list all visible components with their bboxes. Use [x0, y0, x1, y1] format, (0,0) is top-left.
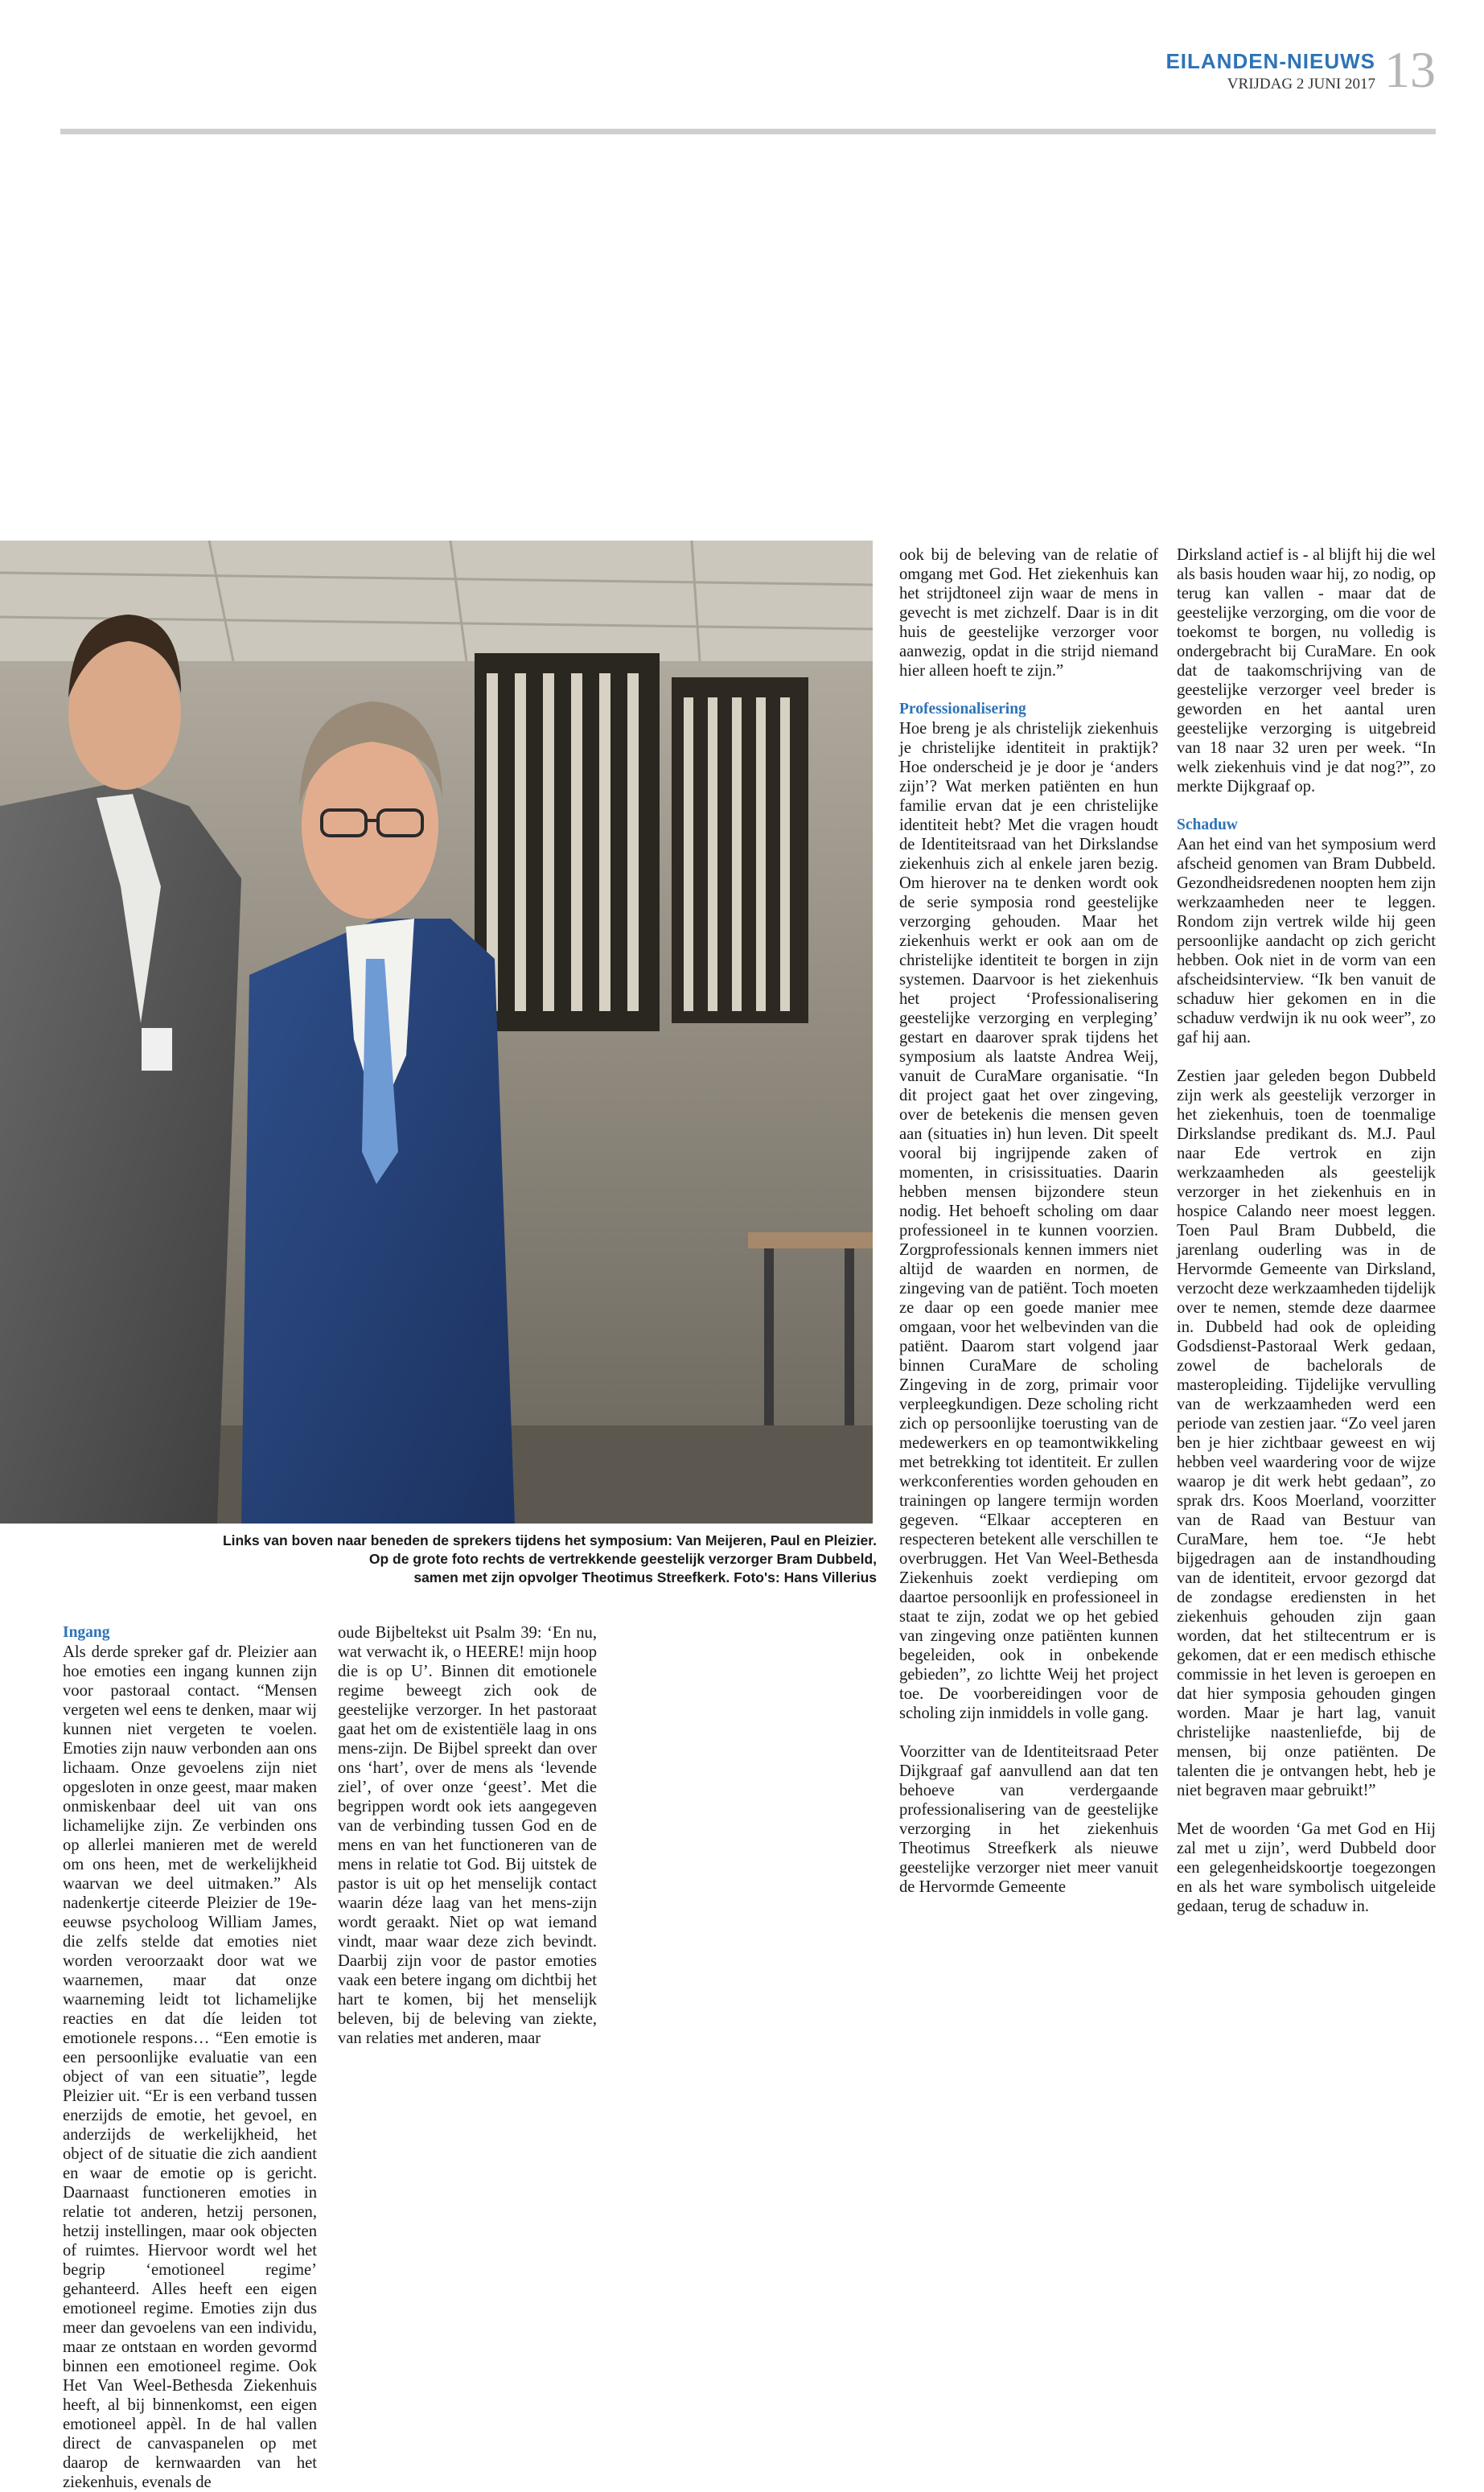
section-heading-schaduw: Schaduw: [1177, 816, 1238, 833]
article-photo: [0, 541, 873, 1524]
article-paragraph: Voorzitter van de Identiteitsraad Peter Dijkgraaf gaf aanvullend aan dat ten behoeve van verdergaande professionalisering van de geestelijke verzorging in het ziekenhuis Theotimus Streefkerk als nieuwe geestelijke verzorger niet meer vanuit de Hervormde Gemeente: [899, 1743, 1158, 1896]
article-column-3: [899, 545, 1158, 1897]
caption-line: Links van boven naar beneden de sprekers tijdens het symposium: Van Meijeren, Paul en Pleizier.: [222, 1532, 877, 1548]
masthead: [1165, 50, 1375, 93]
newspaper-name: EILANDEN-NIEUWS: [1165, 49, 1375, 73]
page-number: 13: [1384, 41, 1436, 98]
article-paragraph: Hoe breng je als christelijk ziekenhuis je christelijke identiteit in praktijk? Hoe onderscheid je je door je ‘anders zijn’? Wat merken patiënten en hun familie ervan dat je een christelijke identiteit hebt? Met die vragen houdt de Identiteitsraad van het Dirkslandse ziekenhuis zich al enkele jaren bezig. Om hierover na te denken wordt ook de serie symposia rond geestelijke verzorging gehouden. Maar het ziekenhuis werkt er ook aan om de christelijke identiteit te borgen in zijn systemen. Daarvoor is het ziekenhuis het project ‘Professionalisering geestelijke verzorging en verpleging’ gestart en daarover sprak tijdens het symposium als laatste Andrea Weij, vanuit de CuraMare organisatie. “In dit project gaat het over zingeving, over de betekenis die mensen geven aan (situaties in) hun leven. Dit speelt vooral bij ingrijpende zaken of momenten, in crisissituaties. Daarin hebben mensen bijzondere steun nodig. Het behoeft scholing om daar professioneel in te kunnen voorzien. Zorgprofessionals kennen immers niet altijd de waarden en normen, de zingeving van de patiënt. Toch moeten ze daar op een goede manier mee omgaan, voor het welbevinden van die patiënt. Daarom start volgend jaar binnen CuraMare de scholing Zingeving in de zorg, primair voor verpleegkundigen. Deze scholing richt zich op persoonlijke toerusting van de medewerkers en op teamontwikkeling met betrekking tot identiteit. Er zullen werkconferenties worden gehouden en trainingen op langere termijn worden gegeven. “Elkaar accepteren en respecteren betekent alle verschillen te overbruggen. Het Van Weel-Bethesda Ziekenhuis zoekt verdieping om daartoe persoonlijk en professioneel in staat te zijn, zodat we op het gebied van zingeving onze patiënten kunnen begeleiden, ook in onbekende gebieden”, zo lichtte Weij het project toe. De voorbereidingen voor de scholing zijn inmiddels in volle gang.: [899, 720, 1158, 1722]
article-column-2: [338, 1623, 597, 2048]
article-paragraph: Aan het eind van het symposium werd afscheid genomen van Bram Dubbeld. Gezondheidsredenen noopten hem zijn werkzaamheden neer te leggen. Rondom zijn vertrek wilde hij geen persoonlijke aandacht op zich gericht hebben. Ook niet in de vorm van een afscheidsinterview. “Ik ben vanuit de schaduw hier gekomen en in die schaduw verdwijn ik nu ook weer”, zo gaf hij aan.: [1177, 836, 1436, 1047]
article-paragraph: ook bij de beleving van de relatie of omgang met God. Het ziekenhuis kan het strijdtoneel zijn waar de mens in gevecht is met zichzelf. Daar is in dit huis de geestelijke verzorger voor aanwezig, opdat in die strijd niemand hier alleen hoeft te zijn.”: [899, 546, 1158, 680]
header-rule: [60, 129, 1436, 134]
caption-line: samen met zijn opvolger Theotimus Streefkerk. Foto's: Hans Villerius: [413, 1569, 877, 1585]
article-column-4: [1177, 545, 1436, 1916]
article-paragraph: Dirksland actief is - al blijft hij die wel als basis houden waar hij, zo nodig, op terug kan vallen - maar dat de geestelijke verzorging, om die voor de toekomst te borgen, nu volledig is ondergebracht bij CuraMare. En ook dat de taakomschrijving van de geestelijke verzorger veel breder is geworden en het aantal uren geestelijke verzorging is uitgebreid van 18 naar 32 uren per week. “In welk ziekenhuis vind je dat nog?”, zo merkte Dijkgraaf op.: [1177, 546, 1436, 796]
issue-date: VRIJDAG 2 JUNI 2017: [1227, 76, 1375, 93]
article-paragraph: Zestien jaar geleden begon Dubbeld zijn werk als geestelijk verzorger in het ziekenhuis, toen de toenmalige Dirkslandse predikant ds. M.J. Paul naar Ede vertrok en zijn werkzaamheden als geestelijk verzorger in het ziekenhuis en in hospice Calando neer moest leggen. Toen Paul Bram Dubbeld, die jarenlang ouderling was in de Hervormde Gemeente van Dirksland, verzocht deze werkzaamheden tijdelijk over te nemen, stemde deze daarmee in. Dubbeld had ook de opleiding Godsdienst-Pastoraal Werk gedaan, zowel de bachelorals de masteropleiding. Tijdelijke vervulling van de werkzaamheden werd een periode van zestien jaar. “Zo veel jaren ben je hier zichtbaar geweest en wij hebben veel waardering voor de wijze waarop je dit werk hebt gedaan”, zo sprak drs. Koos Moerland, voorzitter van de Raad van Bestuur van CuraMare, hem toe. “Je hebt bijgedragen aan de instandhouding van de identiteit, ervoor gezorgd dat de zondagse erediensten in het ziekenhuis gehouden zijn gaan worden, dat het stiltecentrum er is gekomen, dat er een medisch ethische commissie in het leven is geroepen en dat hier symposia gehouden gingen worden. Maar je hart lag, vanuit christelijke naastenliefde, bij de mensen, bij onze patiënten. De talenten die je ontvangen hebt, heb je niet begraven maar gebruikt!”: [1177, 1067, 1436, 1799]
caption-line: Op de grote foto rechts de vertrekkende geestelijk verzorger Bram Dubbeld,: [368, 1551, 877, 1567]
section-heading-professionalisering: Professionalisering: [899, 701, 1026, 718]
article-paragraph: Als derde spreker gaf dr. Pleizier aan hoe emoties een ingang kunnen zijn voor pastoraal contact. “Mensen vergeten wel eens te denken, maar wij kunnen niet vergeten te voelen. Emoties zijn nauw verbonden aan ons lichaam. Onze gevoelens zijn niet opgesloten in onze geest, maar maken onmiskenbaar deel uit van ons lichamelijke zijn. Ze verbinden ons op allerlei manieren met de wereld om ons heen, met de werkelijkheid waarvan we deel uitmaken.” Als nadenkertje citeerde Pleizier de 19e-eeuwse psycholoog William James, die zelfs stelde dat emoties niet worden veroorzaakt door wat we waarnemen, maar dat onze waarneming leidt tot lichamelijke reacties en dat díe leiden tot emotionele respons… “Een emotie is een persoonlijke evaluatie van een object of van een situatie”, legde Pleizier uit. “Er is een verband tussen enerzijds de emotie, het gevoel, en anderzijds de werkelijkheid, het object of de situatie die zich aandient en waar de emotie op is gericht. Daarnaast functioneren emoties in relatie tot anderen, hetzij personen, hetzij instellingen, maar ook objecten of ruimtes. Hiervoor wordt wel het begrip ‘emotioneel regime’ gehanteerd. Alles heeft een eigen emotioneel regime. Emoties zijn dus meer dan gevoelens van een individu, maar ze ontstaan en worden gevormd binnen een emotioneel regime. Ook Het Van Weel-Bethesda Ziekenhuis heeft, al bij binnenkomst, een eigen emotioneel appèl. In de hal vallen direct de canvaspanelen op met daarop de kernwaarden van het ziekenhuis, evenals de: [63, 1643, 317, 2491]
section-heading-ingang: Ingang: [63, 1624, 110, 1641]
article-column-1: [63, 1623, 317, 2492]
article-paragraph: oude Bijbeltekst uit Psalm 39: ‘En nu, wat verwacht ik, o HEERE! mijn hoop die is op U’. Binnen dit emotionele regime beweegt zich ook de geestelijke verzorger. In het pastoraat gaat het om de existentiële laag in ons mens-zijn. De Bijbel spreekt dan over ons ‘hart’, over de mens als ‘levende ziel’, of over onze ‘geest’. Met die begrippen wordt ook iets aangegeven van de verbinding tussen God en de mens en van het functioneren van de mens in relatie tot God. Bij uitstek de pastor is uit op het menselijk contact waarin déze laag van het mens-zijn wordt geraakt. Niet op wat iemand vindt, maar waar deze zich bevindt. Daarbij zijn voor de pastor emoties vaak een betere ingang om dichtbij het hart te komen, bij het menselijk beleven, bij de beleving van ziekte, van relaties met anderen, maar: [338, 1624, 597, 2047]
article-paragraph: Met de woorden ‘Ga met God en Hij zal met u zijn’, werd Dubbeld door een gelegenheidskoortje toegezongen en als het ware symbolisch uitgeleide gedaan, terug de schaduw in.: [1177, 1820, 1436, 1915]
photo-caption: [56, 1532, 877, 1587]
